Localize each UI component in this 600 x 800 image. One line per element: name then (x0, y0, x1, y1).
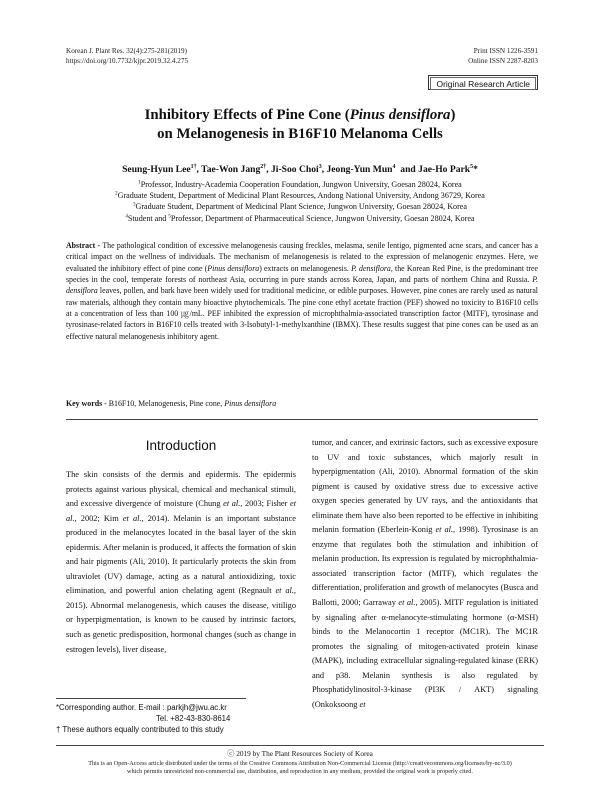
print-issn: Print ISSN 1226-3591 (473, 47, 538, 55)
author: Seung-Hyun Lee$^{1\dagger}$ (122, 163, 197, 175)
title-line-2: on Melanogenesis in B16F10 Melanoma Cells (157, 126, 443, 142)
author: Jeong-Yun Mun$^4$ (326, 163, 396, 175)
author: Tae-Won Jang$^{2\dagger}$ (201, 163, 267, 175)
affiliation-list (0, 179, 600, 224)
abstract: Abstract - The pathological condition of excessive melanogenesis causing freckles, melasma, senile lentigo, pigmented acne scars, and cancer has a critical impact on the wellness of individuals. The mechanism of melanogenesis is related to the expression of melanogenic enzymes. Here, we evaluated the inhibitory effect of pine cone (Pinus densiflora) extracts on melanogenesis. P. densiflora, the Korean Red Pine, is the predominant tree species in the cool, temperate forests of northeast Asia, occurring in pure stands across Korea, Japan, and parts of northern China and Russia. P. densiflora leaves, pollen, and bark have been widely used for traditional medicine, or edible purposes. However, pine cones are rarely used as natural raw materials, although they contain many bioactive phytochemicals. The pine cone ethyl acetate fraction (PEF) showed no toxicity to B16F10 cells at a concentration of less than 100 ㎍/mL. PEF inhibited the expression of microphthalmia-associated transcription factor (MITF), tyrosinase and tyrosinase-related factors in B16F10 cells treated with 3-Isobutyl-1-methylxanthine (IBMX). These results suggest that pine cones can be used as an effective natural melanogenesis inhibitory agent. (66, 241, 539, 341)
author-list: Seung-Hyun Lee$^{1\dagger}$, Tae-Won Jang$^{2\dagger}$, Ji-Soo Choi$^3$, Jeong-Yun Mun$^4$ and Jae-Ho Park$^5$* (122, 163, 478, 175)
corresponding-email: *Corresponding author. E-mail : parkjh@jwu.ac.kr (56, 703, 227, 712)
right-column: tumor, and cancer, and extrinsic factors, such as excessive exposure to UV and toxic substances, which majorly result in hyperpigmentation (Ali, 2010). Abnormal formation of the skin pigment is caused by oxidative stress due to excessive active oxygen species generated by UV rays, and the antioxidants that eliminate them have also been reported to be effective in inhibiting melanin formation (Eberlein-Konig et al., 1998). Tyrosinase is an enzyme that regulates both the stimulation and inhibition of melanin production. Its expression is regulated by microphthalmia-associated transcription factor (MITF), which regulates the differentiation, proliferation and growth of melanocytes (Busca and Ballotti, 2000; Garraway et al., 2005). MITF regulation is initiated by signaling after α-melanocyte-stimulating hormone (α-MSH) binds to the Melanocortin 1 receptor (MC1R). The MC1R promotes the signaling of mitogen-activated protein kinase (MAPK), including extracellular signaling-regulated kinase (ERK) and p38. Melanin synthesis is also regulated by Phosphatidylinositol-3-kinase (PI3K / AKT) signaling (Onkoksoong et (312, 438, 538, 709)
affiliation: $^2$Graduate Student, Department of Medicinal Plant Resources, Andong National University, Andong 36729, Korea (115, 191, 485, 201)
issn-block (468, 47, 538, 66)
abstract-label: Abstract (66, 241, 96, 250)
left-column: The skin consists of the dermis and epidermis. The epidermis protects against various physical, chemical and mechanical stimuli, and excessive divergence of moisture (Chung et al., 2003; Fisher et al., 2002; Kim et al., 2014). Melanin is an important substance produced in the melanocytes located in the basal layer of the skin epidermis. After melanin is produced, it affects the formation of skin and hair pigments (Ali, 2010). It particularly protects the skin from ultraviolet (UV) damage, acting as a natural antioxidizing, toxic elimination, and powerful anion chelating agent (Regnault et al., 2015). Abnormal melanogenesis, which causes the disease, vitiligo or hyperpigmentation, is known to be caused by intrinsic factors, such as genetic predisposition, hormonal changes (such as change in estrogen levels), liver disease, (66, 470, 297, 654)
license-line-1: This is an Open-Access article distributed under the terms of the Creative Commons Attribution Non-Commercial License (http://creativecommons.org/licenses/by-nc/3.0) (88, 760, 512, 767)
doi-link[interactable]: https://doi.org/10.7732/kjpr.2019.32.4.275 (66, 56, 189, 65)
section-heading: Introduction (145, 438, 217, 453)
author: Jae-Ho Park$^5$* (418, 163, 478, 175)
copyright: ⓒ 2019 by The Plant Resources Society of Korea (227, 749, 373, 758)
title-line-1-end: ) (450, 107, 456, 123)
license-notice (0, 760, 600, 775)
corresponding-tel: Tel. +82-43-830-8614 (156, 714, 231, 723)
equal-contribution-note: † These authors equally contributed to this study (56, 725, 224, 734)
article-type-label: Original Research Article (430, 77, 536, 90)
keywords-label: Key words (66, 399, 103, 408)
affiliation: $^3$Graduate Student, Department of Medicinal Plant Science, Jungwon University, Goesan 28024, Korea (133, 202, 467, 212)
online-issn: Online ISSN 2287-8203 (468, 56, 538, 65)
journal-line: Korean J. Plant Res. 32(4):275-281(2019) (66, 47, 187, 55)
divider (66, 419, 538, 420)
article-type-badge (428, 75, 538, 90)
license-line-2: which permits unrestricted non-commercial use, distribution, and reproduction in any medium, provided the original work is properly cited. (127, 767, 473, 775)
footer-divider (56, 745, 544, 746)
affiliation: $^4$Student and $^5$Professor, Department of Pharmaceutical Science, Jungwon University, Goesan 28024, Korea (125, 213, 475, 223)
correspondence-note (56, 702, 296, 735)
author: Ji-Soo Choi$^3$ (271, 163, 322, 175)
article-title (0, 106, 600, 144)
title-species: Pinus densiflora (349, 107, 451, 123)
keywords: Key words - B16F10, Melanogenesis, Pine cone, Pinus densiflora (66, 399, 277, 408)
title-line-1: Inhibitory Effects of Pine Cone ( (144, 107, 350, 123)
footnote-divider (56, 698, 246, 699)
affiliation: $^1$Professor, Industry-Academia Cooperation Foundation, Jungwon University, Goesan 28024, Korea (138, 180, 462, 189)
journal-citation (66, 47, 188, 66)
